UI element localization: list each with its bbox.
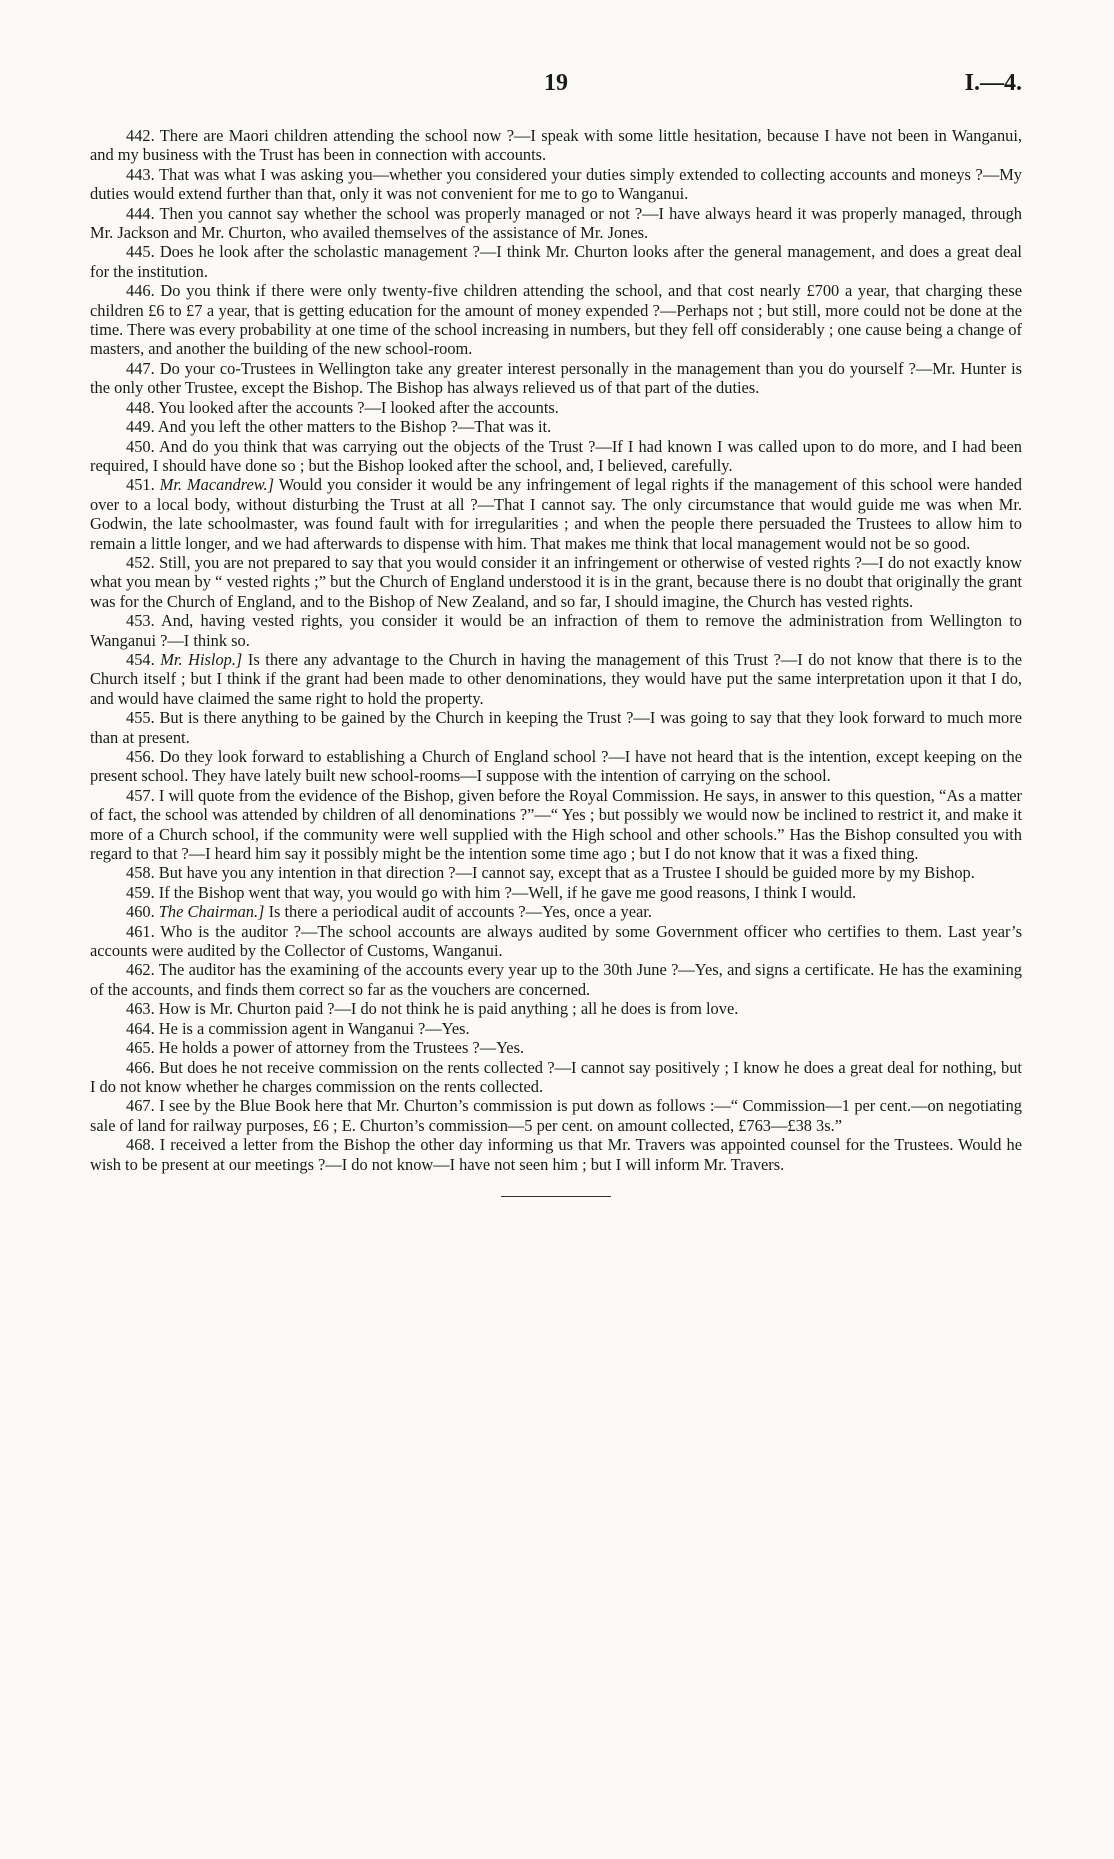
- question-number: 463.: [126, 999, 155, 1019]
- question-answer-text: You looked after the accounts ?—I looked after the accounts.: [158, 397, 559, 417]
- question-answer-text: I will quote from the evidence of the Bishop, given before the Royal Commission. He says, in answer to this question, “As a matter of fact, the school was attended by children of all denominations ?”—“ Yes ; but possibly we would now be inclined to restrict it, and make it more of a Church school, if the community were well supplied with the High school and other schools.” Has the Bishop consulted you with regard to that ?—I heard him say it possibly might be the intention some time ago ; but I do not know that it was a fixed thing.: [90, 785, 1022, 864]
- evidence-paragraph: [90, 922, 1022, 961]
- evidence-paragraph: [90, 398, 1022, 417]
- evidence-paragraph: [90, 902, 1022, 921]
- question-answer-text: Does he look after the scholastic management ?—I think Mr. Churton looks after the general management, and does a great deal for the institution.: [90, 242, 1022, 281]
- evidence-paragraph: [90, 475, 1022, 553]
- question-answer-text: Do they look forward to establishing a Church of England school ?—I have not heard that is the intention, except keeping on the present school. They have lately built new school-rooms—I suppose with the intention of carrying on the school.: [90, 747, 1022, 786]
- question-answer-text: And, having vested rights, you consider it would be an infraction of them to remove the administration from Wellington to Wanganui ?—I think so.: [90, 611, 1022, 650]
- evidence-paragraph: [90, 242, 1022, 281]
- speaker-name: The Chairman.]: [158, 902, 265, 922]
- evidence-paragraph: [90, 281, 1022, 359]
- evidence-paragraph: [90, 999, 1022, 1018]
- question-answer-text: Do you think if there were only twenty-five children attending the school, and that cost nearly £700 a year, that charging these children £6 to £7 a year, that is getting education for the amount of money expended ?—Perhaps not ; but still, more could not be done at the time. There was every probability at one time of the school increasing in numbers, but they fell off considerably ; one cause being a change of masters, and another the building of the new school-room.: [90, 281, 1022, 359]
- question-answer-text: But does he not receive commission on the rents collected ?—I cannot say positively ; I know he does a great deal for nothing, but I do not know whether he charges commission on the rents collected.: [90, 1057, 1022, 1096]
- question-number: 444.: [126, 203, 155, 223]
- evidence-paragraph: [90, 1096, 1022, 1135]
- question-number: 445.: [126, 242, 155, 262]
- question-number: 459.: [126, 882, 155, 902]
- question-answer-text: Is there a periodical audit of accounts ?—Yes, once a year.: [268, 902, 652, 922]
- evidence-paragraph: [90, 708, 1022, 747]
- evidence-paragraph: [90, 960, 1022, 999]
- question-answer-text: There are Maori children attending the school now ?—I speak with some little hesitation, because I have not been in Wanganui, and my business with the Trust has been in connection with accounts.: [90, 126, 1022, 165]
- question-number: 447.: [126, 358, 155, 378]
- question-answer-text: If the Bishop went that way, you would go with him ?—Well, if he gave me good reasons, I think I would.: [158, 882, 857, 902]
- question-number: 468.: [126, 1135, 155, 1155]
- evidence-paragraph: [90, 126, 1022, 165]
- question-answer-text: He is a commission agent in Wanganui ?—Yes.: [158, 1018, 470, 1038]
- evidence-paragraph: [90, 359, 1022, 398]
- end-rule: [501, 1196, 611, 1197]
- evidence-paragraph: [90, 204, 1022, 243]
- question-number: 442.: [126, 126, 155, 145]
- question-number: 457.: [126, 785, 155, 805]
- page-number: 19: [544, 70, 568, 96]
- question-number: 450.: [126, 436, 155, 456]
- question-number: 466.: [126, 1057, 155, 1077]
- evidence-paragraph: [90, 1038, 1022, 1057]
- question-answer-text: I received a letter from the Bishop the other day informing us that Mr. Travers was appointed counsel for the Trustees. Would he wish to be present at our meetings ?—I do not know—I have not seen him ; but I will inform Mr. Travers.: [90, 1135, 1022, 1174]
- question-number: 443.: [126, 164, 155, 184]
- question-answer-text: And do you think that was carrying out the objects of the Trust ?—If I had known I was called upon to do more, and I had been required, I should have done so ; but the Bishop looked after the school, and, I believed, carefully.: [90, 436, 1022, 475]
- question-number: 460.: [126, 902, 155, 922]
- evidence-text: [90, 126, 1022, 1174]
- question-number: 465.: [126, 1038, 155, 1058]
- question-answer-text: Do your co-Trustees in Wellington take any greater interest personally in the management than you do yourself ?—Mr. Hunter is the only other Trustee, except the Bishop. The Bishop has always relieved us of that part of the duties.: [90, 358, 1022, 398]
- evidence-paragraph: [90, 786, 1022, 864]
- question-number: 458.: [126, 863, 155, 883]
- question-number: 461.: [126, 921, 155, 941]
- question-number: 456.: [126, 747, 155, 766]
- question-answer-text: He holds a power of attorney from the Trustees ?—Yes.: [158, 1038, 525, 1058]
- question-number: 467.: [126, 1096, 155, 1116]
- question-answer-text: I see by the Blue Book here that Mr. Churton’s commission is put down as follows :—“ Commission—1 per cent.—on negotiating sale of land for railway purposes, £6 ; E. Churton’s commission—5 per cent. on amount collected, £763—£38 3s.”: [90, 1096, 1022, 1135]
- evidence-paragraph: [90, 650, 1022, 708]
- question-number: 448.: [126, 397, 155, 417]
- question-answer-text: But is there anything to be gained by the Church in keeping the Trust ?—I was going to say that they look forward to much more than at present.: [90, 708, 1022, 747]
- question-answer-text: But have you any intention in that direction ?—I cannot say, except that as a Trustee I should be guided more by my Bishop.: [158, 863, 975, 883]
- question-answer-text: Still, you are not prepared to say that you would consider it an infringement or otherwise of vested rights ?—I do not exactly know what you mean by “ vested rights ;” but the Church of England understood it is in the grant, because there is no doubt that originally the grant was for the Church of England, and to the Bishop of New Zealand, and so far, I should imagine, the Church has vested rights.: [90, 552, 1022, 611]
- evidence-paragraph: [90, 1019, 1022, 1038]
- question-number: 452.: [126, 552, 155, 572]
- question-answer-text: Then you cannot say whether the school was properly managed or not ?—I have always heard it was properly managed, through Mr. Jackson and Mr. Churton, who availed themselves of the assistance of Mr. Jones.: [90, 203, 1022, 243]
- question-answer-text: That was what I was asking you—whether you considered your duties simply extended to collecting accounts and moneys ?—My duties would extend further than that, only it was not convenient for me to go to Wanganui.: [90, 164, 1022, 204]
- evidence-paragraph: [90, 863, 1022, 882]
- evidence-paragraph: [90, 417, 1022, 436]
- question-answer-text: Would you consider it would be any infringement of legal rights if the management of this school were handed over to a local body, without disturbing the Trust at all ?—That I cannot say. The only circumstance that would guide me was when Mr. Godwin, the late schoolmaster, was found fault with for irregularities ; and when the people there persuaded the Trustees to allow him to remain a little longer, and we had afterwards to dispense with him. That makes me think that local management would not be so good.: [90, 475, 1022, 553]
- question-answer-text: Who is the auditor ?—The school accounts are always audited by some Government officer who certifies to them. Last year’s accounts were audited by the Collector of Customs, Wanganui.: [90, 921, 1022, 961]
- question-number: 451.: [126, 475, 155, 495]
- speaker-name: Mr. Macandrew.]: [159, 475, 274, 495]
- question-answer-text: Is there any advantage to the Church in having the management of this Trust ?—I do not know that there is to the Church itself ; but I think if the grant had been made to other denominations, they would have put the same interpretation upon it that I do, and would have claimed the same right to hold the property.: [90, 649, 1022, 708]
- speaker-name: Mr. Hislop.]: [160, 649, 243, 669]
- evidence-paragraph: [90, 1058, 1022, 1097]
- document-reference: I.—4.: [964, 70, 1022, 96]
- evidence-paragraph: [90, 437, 1022, 476]
- evidence-paragraph: [90, 553, 1022, 611]
- evidence-paragraph: [90, 747, 1022, 786]
- page-header: [90, 70, 1022, 106]
- question-number: 446.: [126, 281, 155, 301]
- question-number: 462.: [126, 960, 155, 980]
- question-answer-text: And you left the other matters to the Bishop ?—That was it.: [157, 417, 552, 437]
- document-page: [90, 70, 1022, 1197]
- question-answer-text: How is Mr. Churton paid ?—I do not think he is paid anything ; all he does is from love.: [158, 999, 739, 1019]
- evidence-paragraph: [90, 611, 1022, 650]
- question-number: 464.: [126, 1018, 155, 1038]
- question-number: 449.: [126, 417, 155, 437]
- evidence-paragraph: [90, 883, 1022, 902]
- question-number: 453.: [126, 611, 155, 631]
- question-answer-text: The auditor has the examining of the accounts every year up to the 30th June ?—Yes, and signs a certificate. He has the examining of the accounts, and finds them correct so far as the vouchers are concerned.: [90, 960, 1023, 999]
- question-number: 454.: [126, 649, 155, 669]
- question-number: 455.: [126, 708, 155, 728]
- evidence-paragraph: [90, 1135, 1022, 1174]
- evidence-paragraph: [90, 165, 1022, 204]
